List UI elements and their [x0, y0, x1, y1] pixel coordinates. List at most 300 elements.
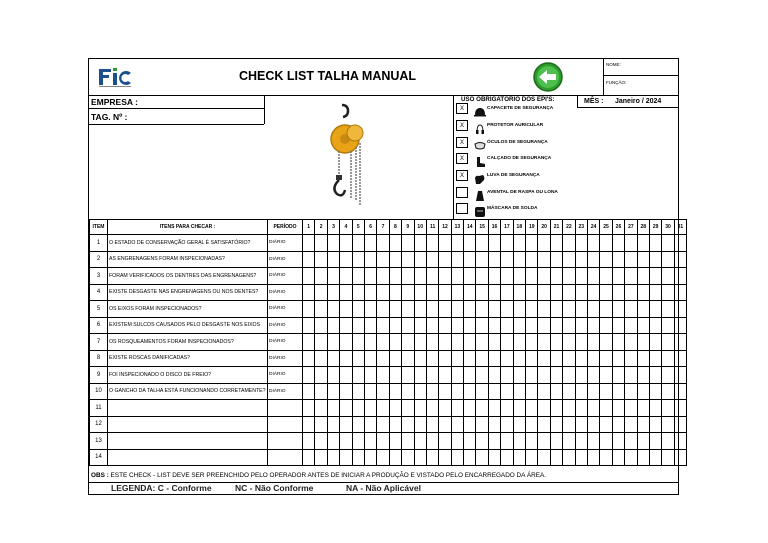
- day-check-cell[interactable]: [414, 433, 426, 450]
- day-check-cell[interactable]: [612, 367, 624, 384]
- day-check-cell[interactable]: [488, 284, 500, 301]
- day-check-cell[interactable]: [587, 284, 599, 301]
- day-check-cell[interactable]: [451, 416, 463, 433]
- day-check-cell[interactable]: [439, 433, 451, 450]
- day-check-cell[interactable]: [414, 400, 426, 417]
- day-check-cell[interactable]: [364, 317, 376, 334]
- day-check-cell[interactable]: [649, 383, 661, 400]
- day-check-cell[interactable]: [674, 433, 686, 450]
- day-check-cell[interactable]: [352, 416, 364, 433]
- day-check-cell[interactable]: [563, 416, 575, 433]
- day-check-cell[interactable]: [352, 433, 364, 450]
- day-check-cell[interactable]: [439, 367, 451, 384]
- day-check-cell[interactable]: [352, 284, 364, 301]
- day-check-cell[interactable]: [563, 284, 575, 301]
- day-check-cell[interactable]: [476, 268, 488, 285]
- day-check-cell[interactable]: [340, 301, 352, 318]
- day-check-cell[interactable]: [352, 301, 364, 318]
- day-check-cell[interactable]: [364, 383, 376, 400]
- day-check-cell[interactable]: [464, 383, 476, 400]
- day-check-cell[interactable]: [488, 449, 500, 466]
- day-check-cell[interactable]: [476, 400, 488, 417]
- day-check-cell[interactable]: [352, 317, 364, 334]
- day-check-cell[interactable]: [538, 284, 550, 301]
- day-check-cell[interactable]: [327, 400, 339, 417]
- day-check-cell[interactable]: [625, 367, 637, 384]
- day-check-cell[interactable]: [526, 301, 538, 318]
- day-check-cell[interactable]: [451, 433, 463, 450]
- day-check-cell[interactable]: [377, 433, 389, 450]
- day-check-cell[interactable]: [340, 317, 352, 334]
- day-check-cell[interactable]: [637, 367, 649, 384]
- day-check-cell[interactable]: [327, 301, 339, 318]
- day-check-cell[interactable]: [303, 350, 315, 367]
- day-check-cell[interactable]: [513, 251, 525, 268]
- day-check-cell[interactable]: [501, 317, 513, 334]
- day-check-cell[interactable]: [389, 350, 401, 367]
- day-check-cell[interactable]: [600, 317, 612, 334]
- day-check-cell[interactable]: [612, 350, 624, 367]
- day-check-cell[interactable]: [662, 251, 674, 268]
- day-check-cell[interactable]: [662, 235, 674, 252]
- day-check-cell[interactable]: [315, 334, 327, 351]
- day-check-cell[interactable]: [389, 235, 401, 252]
- day-check-cell[interactable]: [513, 235, 525, 252]
- day-check-cell[interactable]: [538, 383, 550, 400]
- day-check-cell[interactable]: [488, 301, 500, 318]
- day-check-cell[interactable]: [426, 235, 438, 252]
- day-check-cell[interactable]: [513, 367, 525, 384]
- day-check-cell[interactable]: [315, 284, 327, 301]
- day-check-cell[interactable]: [538, 301, 550, 318]
- day-check-cell[interactable]: [426, 350, 438, 367]
- day-check-cell[interactable]: [426, 383, 438, 400]
- day-check-cell[interactable]: [464, 400, 476, 417]
- day-check-cell[interactable]: [587, 383, 599, 400]
- day-check-cell[interactable]: [488, 251, 500, 268]
- day-check-cell[interactable]: [476, 416, 488, 433]
- day-check-cell[interactable]: [464, 350, 476, 367]
- day-check-cell[interactable]: [563, 317, 575, 334]
- day-check-cell[interactable]: [389, 400, 401, 417]
- day-check-cell[interactable]: [327, 251, 339, 268]
- day-check-cell[interactable]: [526, 449, 538, 466]
- day-check-cell[interactable]: [402, 251, 414, 268]
- day-check-cell[interactable]: [414, 334, 426, 351]
- day-check-cell[interactable]: [538, 334, 550, 351]
- day-check-cell[interactable]: [649, 416, 661, 433]
- day-check-cell[interactable]: [563, 367, 575, 384]
- day-check-cell[interactable]: [476, 383, 488, 400]
- day-check-cell[interactable]: [488, 350, 500, 367]
- day-check-cell[interactable]: [674, 367, 686, 384]
- day-check-cell[interactable]: [637, 235, 649, 252]
- day-check-cell[interactable]: [563, 400, 575, 417]
- day-check-cell[interactable]: [377, 251, 389, 268]
- day-check-cell[interactable]: [488, 334, 500, 351]
- day-check-cell[interactable]: [662, 416, 674, 433]
- day-check-cell[interactable]: [513, 400, 525, 417]
- day-check-cell[interactable]: [513, 433, 525, 450]
- day-check-cell[interactable]: [612, 251, 624, 268]
- day-check-cell[interactable]: [649, 400, 661, 417]
- day-check-cell[interactable]: [587, 301, 599, 318]
- day-check-cell[interactable]: [377, 284, 389, 301]
- day-check-cell[interactable]: [377, 334, 389, 351]
- day-check-cell[interactable]: [402, 449, 414, 466]
- day-check-cell[interactable]: [501, 383, 513, 400]
- day-check-cell[interactable]: [575, 350, 587, 367]
- day-check-cell[interactable]: [600, 383, 612, 400]
- day-check-cell[interactable]: [439, 251, 451, 268]
- day-check-cell[interactable]: [625, 251, 637, 268]
- day-check-cell[interactable]: [451, 251, 463, 268]
- day-check-cell[interactable]: [315, 268, 327, 285]
- day-check-cell[interactable]: [315, 367, 327, 384]
- day-check-cell[interactable]: [637, 317, 649, 334]
- day-check-cell[interactable]: [550, 383, 562, 400]
- day-check-cell[interactable]: [674, 449, 686, 466]
- day-check-cell[interactable]: [364, 334, 376, 351]
- day-check-cell[interactable]: [315, 317, 327, 334]
- day-check-cell[interactable]: [327, 235, 339, 252]
- day-check-cell[interactable]: [662, 317, 674, 334]
- day-check-cell[interactable]: [439, 416, 451, 433]
- day-check-cell[interactable]: [538, 317, 550, 334]
- day-check-cell[interactable]: [587, 317, 599, 334]
- day-check-cell[interactable]: [625, 383, 637, 400]
- day-check-cell[interactable]: [476, 235, 488, 252]
- day-check-cell[interactable]: [649, 284, 661, 301]
- day-check-cell[interactable]: [426, 284, 438, 301]
- day-check-cell[interactable]: [402, 301, 414, 318]
- day-check-cell[interactable]: [476, 301, 488, 318]
- day-check-cell[interactable]: [426, 251, 438, 268]
- day-check-cell[interactable]: [377, 350, 389, 367]
- day-check-cell[interactable]: [303, 251, 315, 268]
- day-check-cell[interactable]: [451, 284, 463, 301]
- day-check-cell[interactable]: [340, 416, 352, 433]
- day-check-cell[interactable]: [303, 284, 315, 301]
- day-check-cell[interactable]: [501, 301, 513, 318]
- day-check-cell[interactable]: [625, 449, 637, 466]
- day-check-cell[interactable]: [402, 400, 414, 417]
- day-check-cell[interactable]: [488, 317, 500, 334]
- day-check-cell[interactable]: [439, 235, 451, 252]
- day-check-cell[interactable]: [464, 334, 476, 351]
- day-check-cell[interactable]: [513, 284, 525, 301]
- day-check-cell[interactable]: [340, 284, 352, 301]
- day-check-cell[interactable]: [488, 400, 500, 417]
- day-check-cell[interactable]: [501, 251, 513, 268]
- day-check-cell[interactable]: [377, 400, 389, 417]
- day-check-cell[interactable]: [612, 235, 624, 252]
- day-check-cell[interactable]: [451, 235, 463, 252]
- day-check-cell[interactable]: [587, 433, 599, 450]
- day-check-cell[interactable]: [402, 268, 414, 285]
- day-check-cell[interactable]: [340, 235, 352, 252]
- day-check-cell[interactable]: [600, 235, 612, 252]
- day-check-cell[interactable]: [612, 400, 624, 417]
- day-check-cell[interactable]: [575, 367, 587, 384]
- day-check-cell[interactable]: [501, 334, 513, 351]
- day-check-cell[interactable]: [377, 268, 389, 285]
- epi-checkbox[interactable]: X: [456, 153, 468, 164]
- day-check-cell[interactable]: [538, 235, 550, 252]
- day-check-cell[interactable]: [389, 367, 401, 384]
- day-check-cell[interactable]: [526, 400, 538, 417]
- day-check-cell[interactable]: [439, 334, 451, 351]
- day-check-cell[interactable]: [612, 449, 624, 466]
- day-check-cell[interactable]: [550, 416, 562, 433]
- day-check-cell[interactable]: [303, 433, 315, 450]
- day-check-cell[interactable]: [377, 367, 389, 384]
- day-check-cell[interactable]: [364, 235, 376, 252]
- day-check-cell[interactable]: [501, 235, 513, 252]
- day-check-cell[interactable]: [303, 317, 315, 334]
- day-check-cell[interactable]: [501, 284, 513, 301]
- day-check-cell[interactable]: [439, 301, 451, 318]
- day-check-cell[interactable]: [389, 334, 401, 351]
- day-check-cell[interactable]: [513, 334, 525, 351]
- day-check-cell[interactable]: [612, 334, 624, 351]
- day-check-cell[interactable]: [513, 416, 525, 433]
- day-check-cell[interactable]: [637, 251, 649, 268]
- day-check-cell[interactable]: [327, 268, 339, 285]
- day-check-cell[interactable]: [364, 449, 376, 466]
- day-check-cell[interactable]: [352, 449, 364, 466]
- day-check-cell[interactable]: [625, 433, 637, 450]
- day-check-cell[interactable]: [303, 235, 315, 252]
- epi-checkbox[interactable]: X: [456, 120, 468, 131]
- day-check-cell[interactable]: [464, 416, 476, 433]
- day-check-cell[interactable]: [315, 400, 327, 417]
- day-check-cell[interactable]: [625, 268, 637, 285]
- day-check-cell[interactable]: [649, 367, 661, 384]
- day-check-cell[interactable]: [600, 350, 612, 367]
- day-check-cell[interactable]: [402, 317, 414, 334]
- day-check-cell[interactable]: [327, 449, 339, 466]
- day-check-cell[interactable]: [600, 449, 612, 466]
- day-check-cell[interactable]: [575, 317, 587, 334]
- day-check-cell[interactable]: [377, 235, 389, 252]
- day-check-cell[interactable]: [464, 251, 476, 268]
- day-check-cell[interactable]: [600, 367, 612, 384]
- day-check-cell[interactable]: [327, 416, 339, 433]
- day-check-cell[interactable]: [649, 350, 661, 367]
- day-check-cell[interactable]: [303, 268, 315, 285]
- day-check-cell[interactable]: [426, 367, 438, 384]
- day-check-cell[interactable]: [501, 367, 513, 384]
- day-check-cell[interactable]: [550, 449, 562, 466]
- day-check-cell[interactable]: [464, 301, 476, 318]
- day-check-cell[interactable]: [550, 268, 562, 285]
- day-check-cell[interactable]: [662, 301, 674, 318]
- day-check-cell[interactable]: [550, 400, 562, 417]
- day-check-cell[interactable]: [600, 334, 612, 351]
- day-check-cell[interactable]: [340, 268, 352, 285]
- day-check-cell[interactable]: [377, 383, 389, 400]
- day-check-cell[interactable]: [451, 317, 463, 334]
- day-check-cell[interactable]: [526, 268, 538, 285]
- day-check-cell[interactable]: [600, 416, 612, 433]
- day-check-cell[interactable]: [340, 400, 352, 417]
- day-check-cell[interactable]: [439, 383, 451, 400]
- day-check-cell[interactable]: [587, 367, 599, 384]
- day-check-cell[interactable]: [464, 433, 476, 450]
- day-check-cell[interactable]: [426, 400, 438, 417]
- day-check-cell[interactable]: [625, 284, 637, 301]
- day-check-cell[interactable]: [637, 449, 649, 466]
- day-check-cell[interactable]: [526, 284, 538, 301]
- day-check-cell[interactable]: [352, 334, 364, 351]
- day-check-cell[interactable]: [364, 400, 376, 417]
- day-check-cell[interactable]: [625, 235, 637, 252]
- day-check-cell[interactable]: [451, 400, 463, 417]
- day-check-cell[interactable]: [612, 284, 624, 301]
- day-check-cell[interactable]: [575, 416, 587, 433]
- day-check-cell[interactable]: [364, 416, 376, 433]
- day-check-cell[interactable]: [439, 350, 451, 367]
- day-check-cell[interactable]: [414, 301, 426, 318]
- day-check-cell[interactable]: [550, 350, 562, 367]
- day-check-cell[interactable]: [501, 268, 513, 285]
- day-check-cell[interactable]: [303, 400, 315, 417]
- day-check-cell[interactable]: [389, 449, 401, 466]
- day-check-cell[interactable]: [303, 367, 315, 384]
- day-check-cell[interactable]: [674, 268, 686, 285]
- day-check-cell[interactable]: [538, 350, 550, 367]
- epi-checkbox[interactable]: X: [456, 137, 468, 148]
- day-check-cell[interactable]: [488, 268, 500, 285]
- day-check-cell[interactable]: [550, 301, 562, 318]
- day-check-cell[interactable]: [352, 268, 364, 285]
- day-check-cell[interactable]: [327, 334, 339, 351]
- day-check-cell[interactable]: [464, 268, 476, 285]
- day-check-cell[interactable]: [649, 449, 661, 466]
- day-check-cell[interactable]: [377, 301, 389, 318]
- day-check-cell[interactable]: [414, 284, 426, 301]
- day-check-cell[interactable]: [327, 367, 339, 384]
- day-check-cell[interactable]: [501, 350, 513, 367]
- day-check-cell[interactable]: [600, 433, 612, 450]
- day-check-cell[interactable]: [513, 317, 525, 334]
- day-check-cell[interactable]: [662, 334, 674, 351]
- day-check-cell[interactable]: [513, 383, 525, 400]
- day-check-cell[interactable]: [674, 416, 686, 433]
- day-check-cell[interactable]: [575, 334, 587, 351]
- day-check-cell[interactable]: [389, 433, 401, 450]
- day-check-cell[interactable]: [377, 449, 389, 466]
- day-check-cell[interactable]: [402, 433, 414, 450]
- day-check-cell[interactable]: [612, 317, 624, 334]
- epi-checkbox[interactable]: X: [456, 170, 468, 181]
- day-check-cell[interactable]: [364, 367, 376, 384]
- day-check-cell[interactable]: [674, 235, 686, 252]
- day-check-cell[interactable]: [402, 367, 414, 384]
- day-check-cell[interactable]: [389, 284, 401, 301]
- day-check-cell[interactable]: [538, 433, 550, 450]
- day-check-cell[interactable]: [402, 284, 414, 301]
- day-check-cell[interactable]: [526, 416, 538, 433]
- day-check-cell[interactable]: [402, 334, 414, 351]
- day-check-cell[interactable]: [426, 317, 438, 334]
- day-check-cell[interactable]: [587, 251, 599, 268]
- day-check-cell[interactable]: [451, 367, 463, 384]
- day-check-cell[interactable]: [389, 301, 401, 318]
- day-check-cell[interactable]: [625, 334, 637, 351]
- day-check-cell[interactable]: [625, 317, 637, 334]
- day-check-cell[interactable]: [364, 350, 376, 367]
- day-check-cell[interactable]: [625, 400, 637, 417]
- day-check-cell[interactable]: [587, 400, 599, 417]
- day-check-cell[interactable]: [315, 433, 327, 450]
- day-check-cell[interactable]: [340, 433, 352, 450]
- day-check-cell[interactable]: [538, 367, 550, 384]
- day-check-cell[interactable]: [513, 449, 525, 466]
- day-check-cell[interactable]: [662, 284, 674, 301]
- day-check-cell[interactable]: [538, 449, 550, 466]
- day-check-cell[interactable]: [637, 350, 649, 367]
- day-check-cell[interactable]: [501, 433, 513, 450]
- day-check-cell[interactable]: [563, 350, 575, 367]
- day-check-cell[interactable]: [451, 449, 463, 466]
- day-check-cell[interactable]: [364, 284, 376, 301]
- day-check-cell[interactable]: [476, 284, 488, 301]
- day-check-cell[interactable]: [526, 350, 538, 367]
- day-check-cell[interactable]: [426, 268, 438, 285]
- day-check-cell[interactable]: [439, 268, 451, 285]
- day-check-cell[interactable]: [563, 251, 575, 268]
- day-check-cell[interactable]: [501, 449, 513, 466]
- day-check-cell[interactable]: [451, 383, 463, 400]
- day-check-cell[interactable]: [563, 433, 575, 450]
- day-check-cell[interactable]: [327, 317, 339, 334]
- day-check-cell[interactable]: [426, 433, 438, 450]
- day-check-cell[interactable]: [327, 433, 339, 450]
- day-check-cell[interactable]: [649, 251, 661, 268]
- day-check-cell[interactable]: [352, 367, 364, 384]
- day-check-cell[interactable]: [488, 367, 500, 384]
- day-check-cell[interactable]: [662, 350, 674, 367]
- day-check-cell[interactable]: [327, 350, 339, 367]
- day-check-cell[interactable]: [587, 235, 599, 252]
- day-check-cell[interactable]: [625, 301, 637, 318]
- day-check-cell[interactable]: [340, 449, 352, 466]
- day-check-cell[interactable]: [575, 235, 587, 252]
- day-check-cell[interactable]: [563, 235, 575, 252]
- day-check-cell[interactable]: [439, 449, 451, 466]
- day-check-cell[interactable]: [414, 251, 426, 268]
- day-check-cell[interactable]: [526, 235, 538, 252]
- day-check-cell[interactable]: [649, 433, 661, 450]
- day-check-cell[interactable]: [426, 449, 438, 466]
- day-check-cell[interactable]: [625, 350, 637, 367]
- day-check-cell[interactable]: [587, 268, 599, 285]
- back-arrow-icon[interactable]: [532, 62, 564, 92]
- day-check-cell[interactable]: [340, 251, 352, 268]
- day-check-cell[interactable]: [587, 350, 599, 367]
- day-check-cell[interactable]: [550, 334, 562, 351]
- day-check-cell[interactable]: [550, 235, 562, 252]
- day-check-cell[interactable]: [426, 301, 438, 318]
- day-check-cell[interactable]: [674, 334, 686, 351]
- day-check-cell[interactable]: [315, 301, 327, 318]
- day-check-cell[interactable]: [451, 268, 463, 285]
- day-check-cell[interactable]: [538, 251, 550, 268]
- day-check-cell[interactable]: [315, 449, 327, 466]
- day-check-cell[interactable]: [377, 317, 389, 334]
